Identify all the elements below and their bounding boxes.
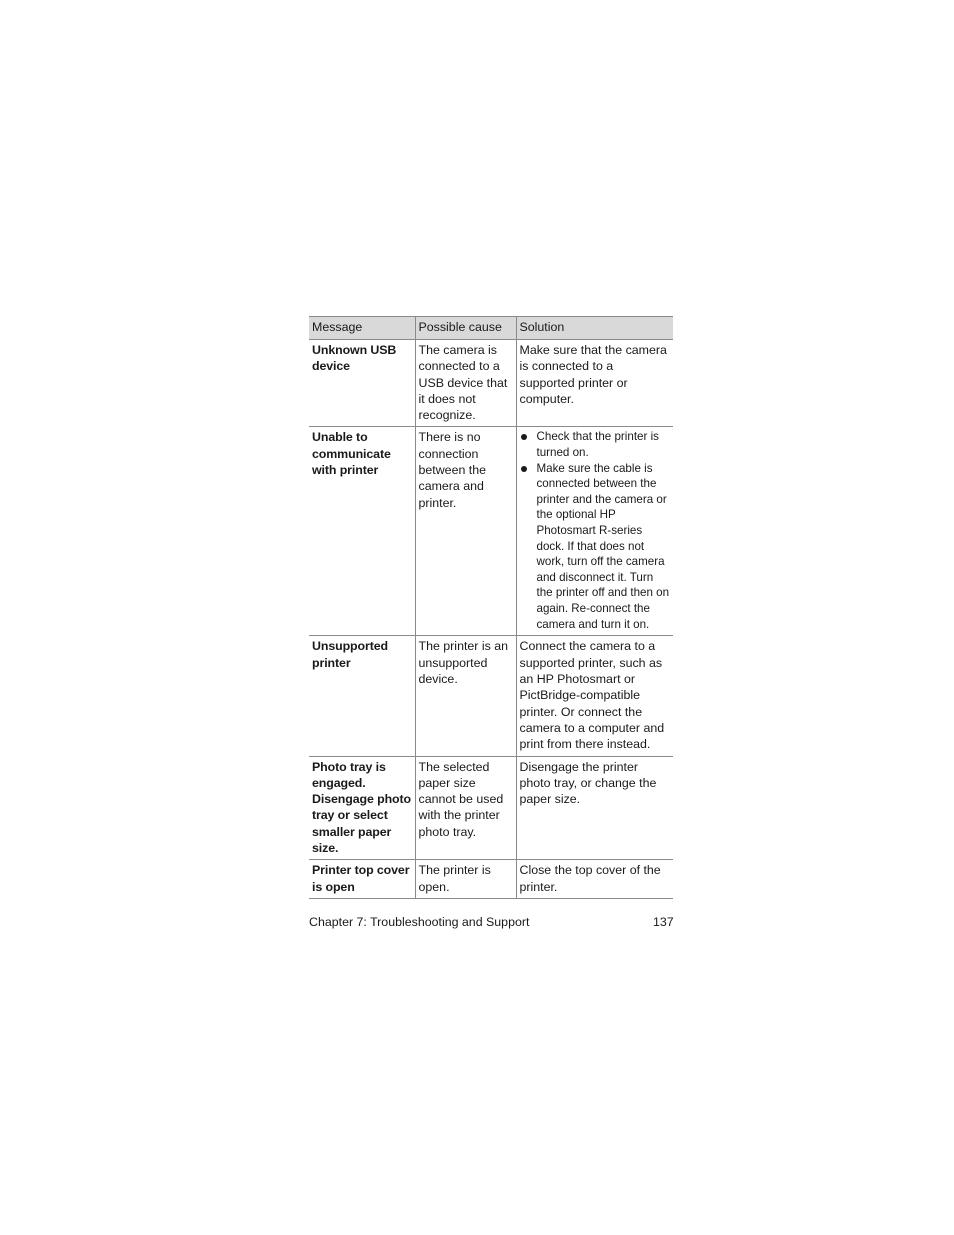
solution-cell [516,427,673,636]
cause-cell: The selected paper size cannot be used with the printer photo tray. [415,756,516,860]
table-row [309,756,673,860]
message-cell: Unsupported printer [309,636,415,756]
solution-cell: Make sure that the camera is connected to a supported printer or computer. [516,340,673,427]
solution-cell: Disengage the printer photo tray, or change the paper size. [516,756,673,860]
list-item [520,429,671,460]
footer-page-number: 137 [653,915,674,929]
cause-cell: The printer is an unsupported device. [415,636,516,756]
header-possible-cause: Possible cause [415,317,516,340]
message-cell: Unknown USB device [309,340,415,427]
bullet-dot-icon [521,466,527,472]
list-item [520,461,671,633]
table-row [309,340,673,427]
cause-cell: The printer is open. [415,860,516,899]
cause-cell: The camera is connected to a USB device that it does not recognize. [415,340,516,427]
message-cell: Photo tray is engaged. Disengage photo tray or select smaller paper size. [309,756,415,860]
troubleshooting-table [309,316,673,899]
solution-cell: Connect the camera to a supported printer, such as an HP Photosmart or PictBridge-compatible printer. Or connect the camera to a computer and print from there instead. [516,636,673,756]
table-row [309,427,673,636]
footer-chapter-title: Chapter 7: Troubleshooting and Support [309,915,530,929]
table-header-row [309,317,673,340]
cause-cell: There is no connection between the camera and printer. [415,427,516,636]
bullet-text: Make sure the cable is connected between the printer and the camera or the optional HP Photosmart R-series dock. If that does not work, turn off the camera and disconnect it. Turn the printer off and then on again. Re-connect the camera and turn it on. [536,461,670,631]
table-row [309,636,673,756]
bullet-dot-icon [521,434,527,440]
message-cell: Unable to communicate with printer [309,427,415,636]
solution-cell: Close the top cover of the printer. [516,860,673,899]
bullet-text: Check that the printer is turned on. [536,430,659,460]
header-message: Message [309,317,415,340]
table-row [309,860,673,899]
message-cell: Printer top cover is open [309,860,415,899]
header-solution: Solution [516,317,673,340]
solution-bullet-list [520,429,671,632]
